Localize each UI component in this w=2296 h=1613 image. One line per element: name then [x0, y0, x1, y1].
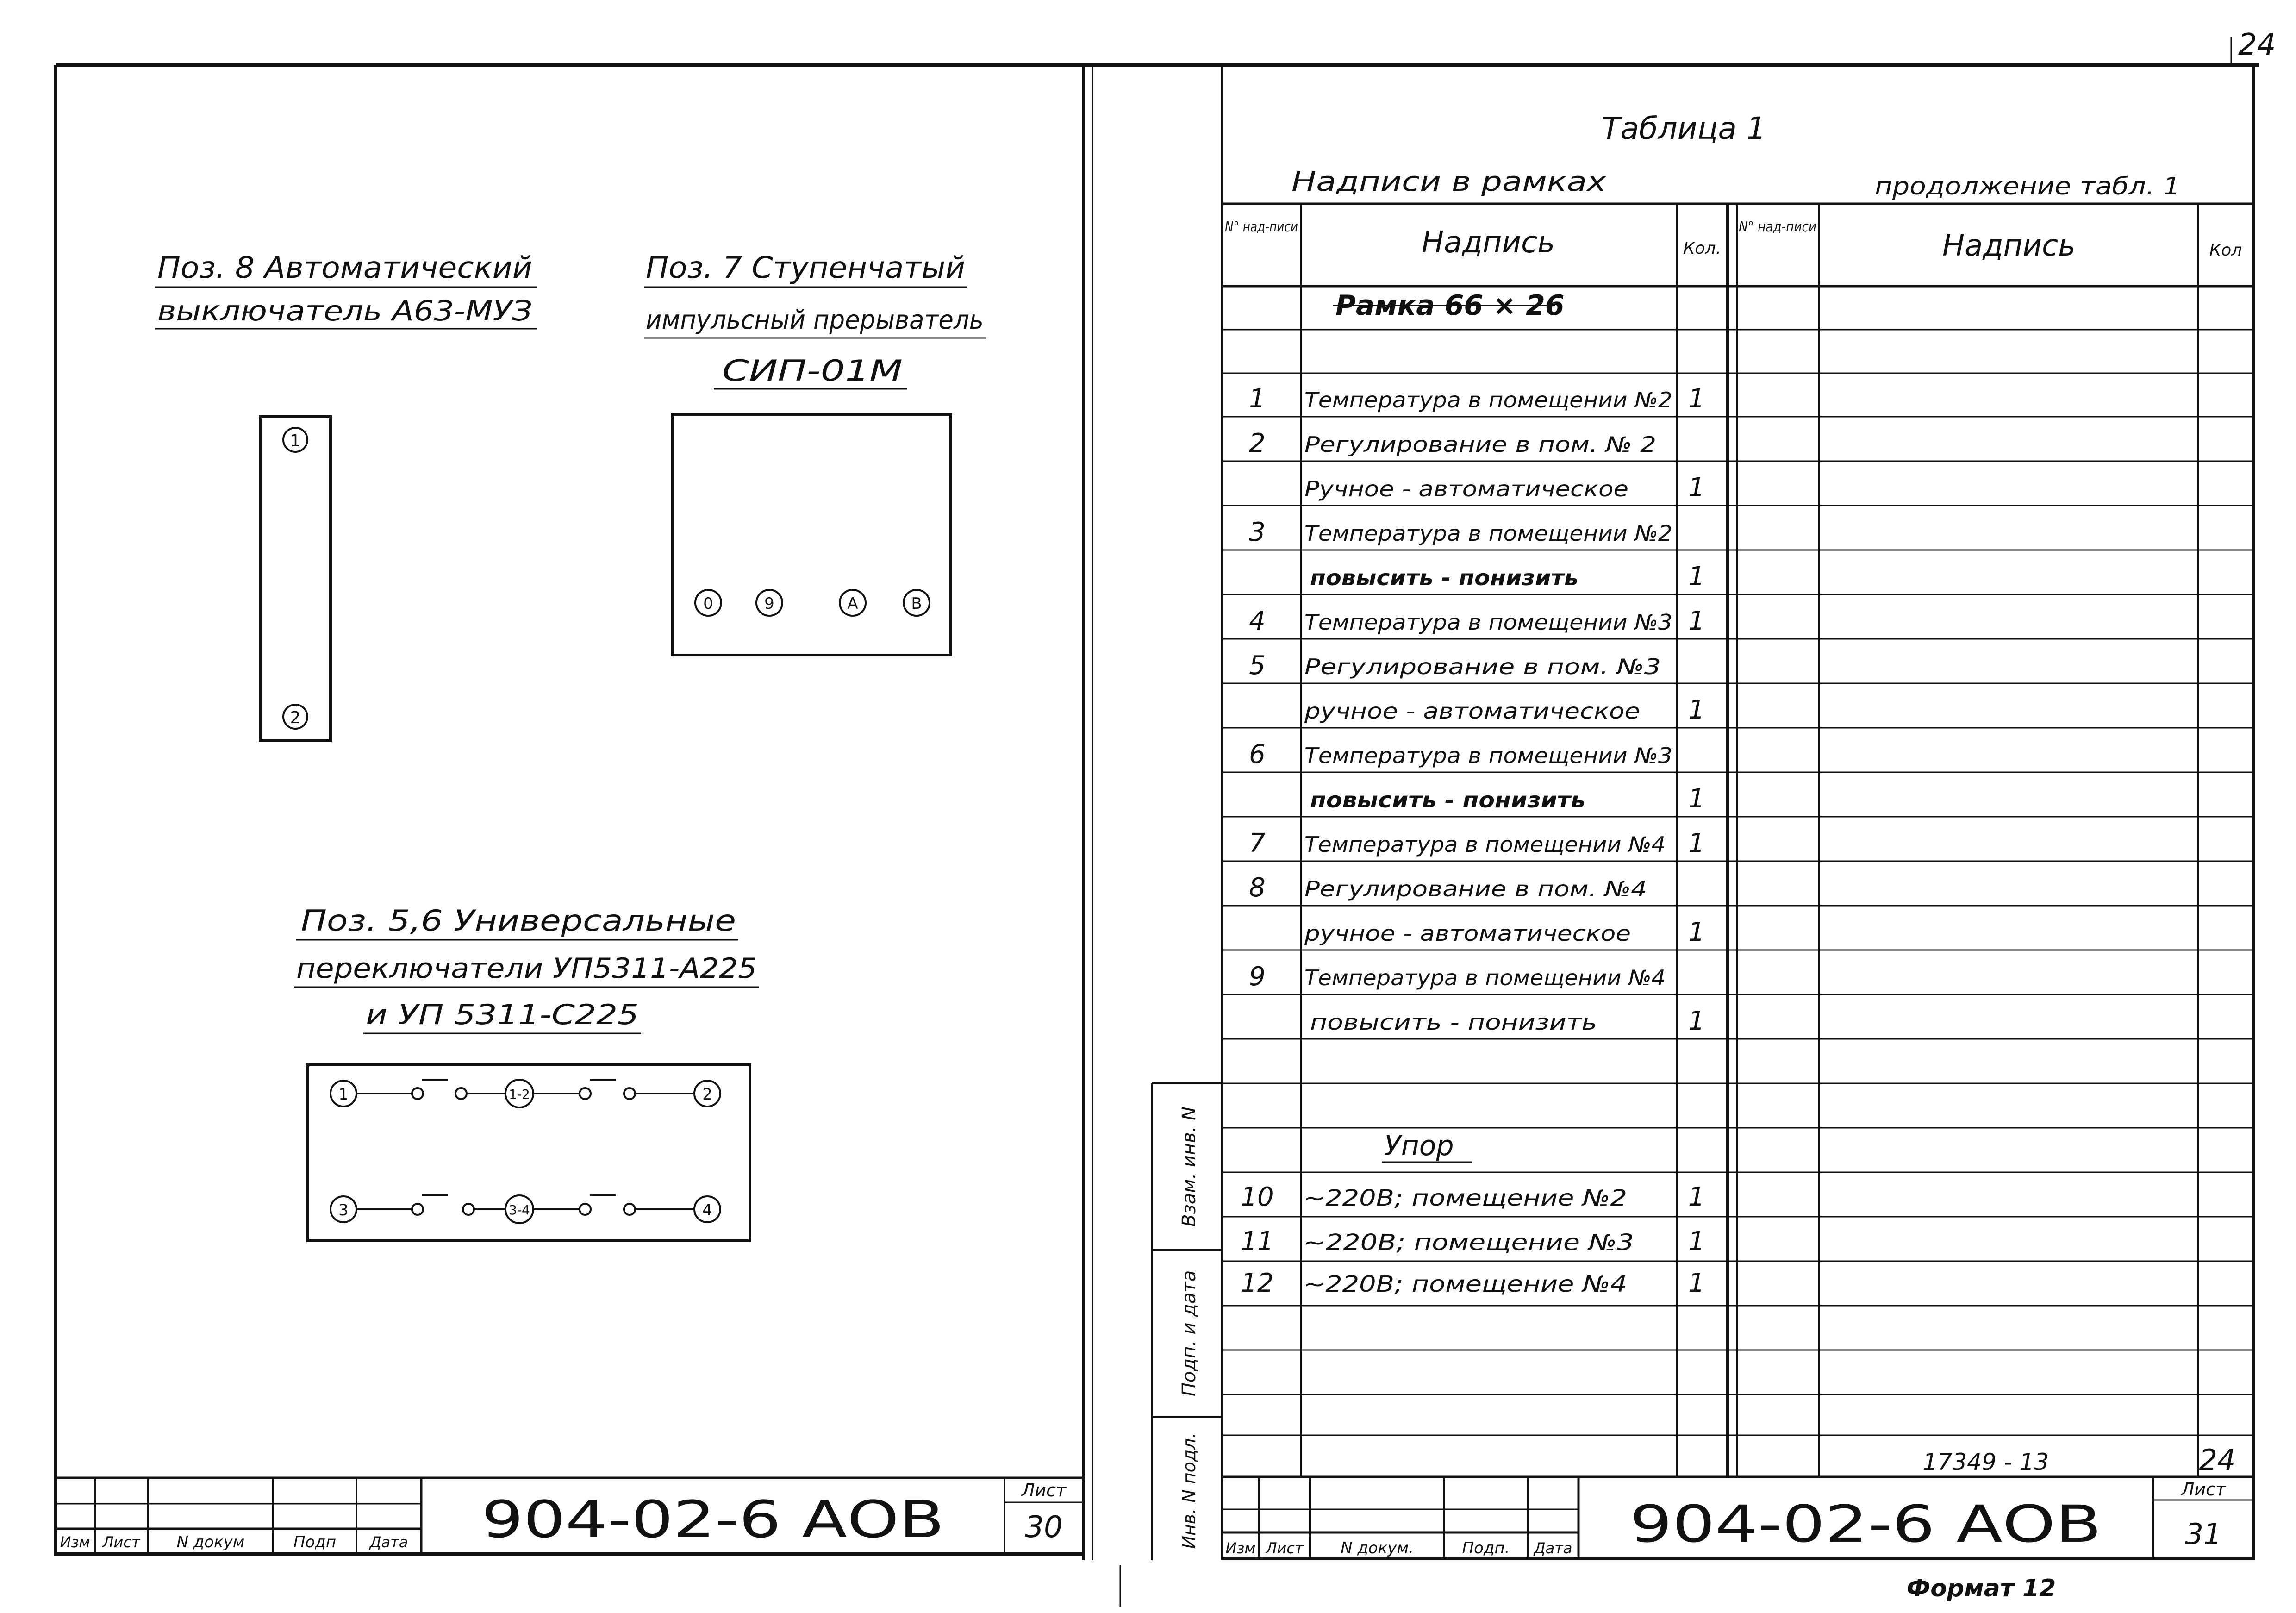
stop-qty-10: 1 [1688, 1182, 1705, 1212]
pos7-terminal-a: А [847, 594, 858, 613]
pos56-terminal-3-4: 3-4 [509, 1202, 530, 1218]
row-qty-8: 1 [1688, 695, 1705, 725]
pos8-terminal-bottom: 2 [290, 708, 301, 727]
pos56-terminal-1: 1 [338, 1085, 349, 1104]
row-text-10: повысить - понизить [1310, 788, 1585, 813]
right-stamp-header-sign: Подп. [1462, 1539, 1510, 1557]
right-sheet-label: Лист [2181, 1479, 2226, 1500]
row-text-7: Регулирование в пом. №3 [1304, 654, 1661, 679]
row-text-14: Температура в помещении №4 [1304, 965, 1666, 990]
row-num-12: 8 [1249, 873, 1266, 903]
header-qty-right: Кол [2209, 241, 2242, 260]
right-stamp-header-doc: N докум. [1341, 1539, 1414, 1557]
pos7-terminal-b: В [911, 594, 922, 613]
right-stamp-header-date: Дата [1534, 1539, 1572, 1557]
left-stamp-header-sign: Подп [293, 1533, 337, 1551]
row-text-11: Температура в помещении №4 [1304, 832, 1666, 857]
stop-qty-12: 1 [1688, 1268, 1705, 1298]
row-qty-6: 1 [1688, 606, 1705, 636]
right-stamp-header-izm: Изм [1225, 1539, 1256, 1557]
header-num: N° над-писи [1225, 219, 1298, 235]
row-qty-3: 1 [1688, 473, 1705, 503]
left-stamp-header-list: Лист [102, 1533, 140, 1551]
frame-title: Рамка 66 × 26 [1335, 289, 1565, 322]
side-label-sign: Подп. и дата [1179, 1270, 1200, 1397]
row-num-2: 2 [1249, 428, 1266, 458]
pos56-terminal-2: 2 [702, 1085, 712, 1104]
corner-sheet-number: 24 [2238, 28, 2276, 62]
row-num-14: 9 [1249, 962, 1266, 992]
left-stamp-header-izm: Изм [60, 1533, 90, 1551]
left-stamp-header-doc: N докум [176, 1533, 245, 1551]
right-sheet-number: 31 [2185, 1517, 2222, 1551]
row-text-8: ручное - автоматическое [1304, 699, 1640, 724]
row-num-4: 3 [1249, 517, 1266, 547]
stop-num-12: 12 [1241, 1268, 1274, 1298]
header-label: Надпись [1422, 225, 1555, 260]
row-num-7: 5 [1249, 650, 1266, 681]
row-text-3: Ручное - автоматическое [1304, 476, 1628, 501]
row-qty-5: 1 [1688, 562, 1705, 592]
header-num-right: N° над-писи [1739, 219, 1816, 235]
right-corner-number: 24 [2199, 1443, 2236, 1477]
side-label-replace: Взам. инв. N [1179, 1107, 1200, 1227]
row-qty-11: 1 [1688, 828, 1705, 858]
pos56-terminal-3: 3 [338, 1201, 349, 1219]
stop-qty-11: 1 [1688, 1226, 1705, 1257]
stop-text-11: ~220В; помещение №3 [1303, 1230, 1634, 1256]
pos7-terminal-0: 0 [703, 594, 713, 613]
row-num-6: 4 [1249, 606, 1266, 636]
pos7-title-line3: СИП-01М [722, 354, 903, 388]
row-num-1: 1 [1249, 384, 1266, 414]
row-text-5: повысить - понизить [1310, 565, 1578, 590]
pos7-terminal-9: 9 [764, 594, 774, 613]
row-num-11: 7 [1249, 828, 1266, 858]
row-text-15: повысить - понизить [1310, 1010, 1597, 1035]
order-number: 17349 - 13 [1922, 1449, 2049, 1475]
row-text-2: Регулирование в пом. № 2 [1304, 432, 1656, 457]
row-num-9: 6 [1249, 739, 1266, 769]
row-qty-1: 1 [1688, 384, 1705, 414]
right-stamp-header-list: Лист [1266, 1539, 1304, 1557]
table-title: Таблица 1 [1602, 111, 1766, 146]
left-table-caption: Надписи в рамках [1292, 166, 1607, 197]
side-label-inv: Инв. N подл. [1179, 1432, 1199, 1549]
left-sheet-label: Лист [1021, 1480, 1067, 1500]
row-text-6: Температура в помещении №3 [1304, 610, 1672, 635]
left-doc-code: 904-02-6 АОВ [481, 1490, 944, 1549]
pos56-terminal-4: 4 [702, 1201, 712, 1219]
pos56-title-line1: Поз. 5,6 Универсальные [301, 904, 736, 938]
row-qty-10: 1 [1688, 784, 1705, 814]
header-qty: Кол. [1683, 239, 1722, 258]
row-qty-13: 1 [1688, 917, 1705, 947]
row-text-9: Температура в помещении №3 [1304, 743, 1672, 768]
stop-num-11: 11 [1241, 1226, 1274, 1257]
stop-text-12: ~220В; помещение №4 [1303, 1271, 1627, 1297]
pos7-title-line2: импульсный прерыватель [646, 305, 984, 335]
row-text-1: Температура в помещении №2 [1304, 388, 1672, 413]
pos8-terminal-top: 1 [290, 431, 301, 450]
pos7-title-line1: Поз. 7 Ступенчатый [646, 251, 965, 285]
stop-num-10: 10 [1241, 1182, 1274, 1212]
pos56-title-line3: и УП 5311-С225 [366, 999, 639, 1031]
row-text-13: ручное - автоматическое [1304, 921, 1631, 946]
row-qty-15: 1 [1688, 1006, 1705, 1036]
pos56-title-line2: переключатели УП5311-А225 [296, 952, 757, 985]
format-label: Формат 12 [1906, 1575, 2056, 1602]
left-stamp-header-date: Дата [369, 1533, 408, 1551]
pos56-terminal-1-2: 1-2 [509, 1087, 530, 1102]
pos8-title-line1: Поз. 8 Автоматический [157, 251, 532, 285]
row-text-4: Температура в помещении №2 [1304, 521, 1672, 546]
header-label-right: Надпись [1942, 229, 2076, 263]
row-text-12: Регулирование в пом. №4 [1304, 876, 1647, 901]
stop-title: Упор [1384, 1130, 1454, 1162]
stop-text-10: ~220В; помещение №2 [1303, 1185, 1627, 1211]
left-sheet-number: 30 [1025, 1510, 1063, 1544]
pos8-title-line2: выключатель А63-МУЗ [157, 295, 532, 327]
right-table-caption: продолжение табл. 1 [1875, 173, 2180, 200]
right-doc-code: 904-02-6 АОВ [1629, 1494, 2102, 1554]
